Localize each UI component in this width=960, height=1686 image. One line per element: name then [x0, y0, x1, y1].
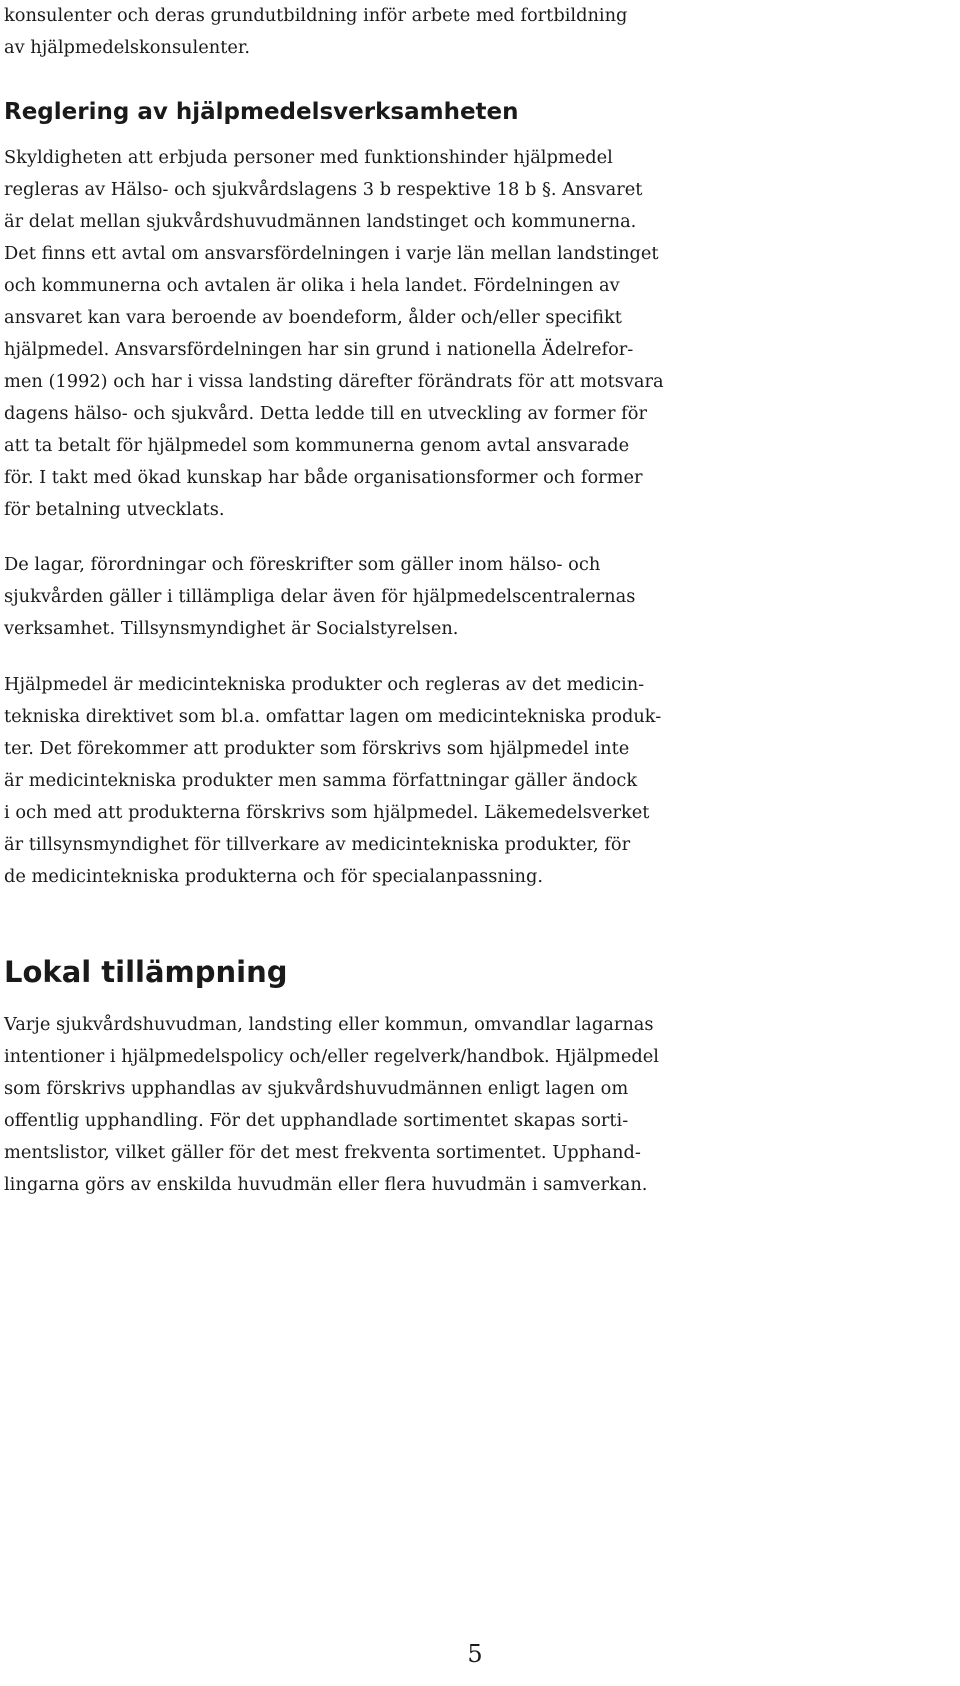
text-line: konsulenter och deras grundutbildning inför arbete med fortbildning	[4, 5, 628, 26]
intro-paragraph	[4, 0, 950, 64]
text-line: är medicintekniska produkter men samma författningar gäller ändock	[4, 770, 638, 791]
text-line: Hjälpmedel är medicintekniska produkter och regleras av det medicin-	[4, 674, 645, 695]
text-line: mentslistor, vilket gäller för det mest frekventa sortimentet. Upphand-	[4, 1142, 641, 1163]
section-heading-regulation	[4, 96, 950, 128]
text-line: tekniska direktivet som bl.a. omfattar lagen om medicintekniska produk-	[4, 706, 662, 727]
text-line: regleras av Hälso- och sjukvårdslagens 3 b respektive 18 b §. Ansvaret	[4, 179, 643, 200]
section-heading: Lokal tillämpning	[4, 955, 288, 989]
text-line: De lagar, förordningar och föreskrifter som gäller inom hälso- och	[4, 554, 601, 575]
text-line: av hjälpmedelskonsulenter.	[4, 37, 251, 58]
section-heading-local	[4, 952, 950, 992]
text-line: ansvaret kan vara beroende av boendeform, ålder och/eller specifikt	[4, 307, 622, 328]
text-line: för betalning utvecklats.	[4, 499, 225, 520]
text-line: Skyldigheten att erbjuda personer med funktionshinder hjälpmedel	[4, 147, 613, 168]
text-line: hjälpmedel. Ansvarsfördelningen har sin grund i nationella Ädelrefor-	[4, 339, 634, 360]
regulation-paragraph-1	[4, 142, 950, 526]
text-line: Varje sjukvårdshuvudman, landsting eller kommun, omvandlar lagarnas	[4, 1014, 654, 1035]
regulation-paragraph-2	[4, 549, 950, 645]
text-line: i och med att produkterna förskrivs som hjälpmedel. Läkemedelsverket	[4, 802, 650, 823]
text-line: sjukvården gäller i tillämpliga delar även för hjälpmedelscentralernas	[4, 586, 636, 607]
text-line: ter. Det förekommer att produkter som förskrivs som hjälpmedel inte	[4, 738, 630, 759]
page-number: 5	[467, 1640, 483, 1668]
text-line: för. I takt med ökad kunskap har både organisationsformer och former	[4, 467, 643, 488]
text-line: men (1992) och har i vissa landsting därefter förändrats för att motsvara	[4, 371, 664, 392]
text-line: intentioner i hjälpmedelspolicy och/eller regelverk/handbok. Hjälpmedel	[4, 1046, 659, 1067]
text-line: dagens hälso- och sjukvård. Detta ledde till en utveckling av former för	[4, 403, 647, 424]
text-line: verksamhet. Tillsynsmyndighet är Socialstyrelsen.	[4, 618, 459, 639]
text-line: är delat mellan sjukvårdshuvudmännen landstinget och kommunerna.	[4, 211, 637, 232]
text-line: som förskrivs upphandlas av sjukvårdshuvudmännen enligt lagen om	[4, 1078, 629, 1099]
text-line: och kommunerna och avtalen är olika i hela landet. Fördelningen av	[4, 275, 620, 296]
text-line: Det finns ett avtal om ansvarsfördelningen i varje län mellan landstinget	[4, 243, 659, 264]
text-line: är tillsynsmyndighet för tillverkare av medicintekniska produkter, för	[4, 834, 631, 855]
text-line: lingarna görs av enskilda huvudmän eller flera huvudmän i samverkan.	[4, 1174, 648, 1195]
local-paragraph-1	[4, 1009, 950, 1201]
regulation-paragraph-3	[4, 669, 950, 893]
section-heading: Reglering av hjälpmedelsverksamheten	[4, 99, 519, 125]
text-line: att ta betalt för hjälpmedel som kommunerna genom avtal ansvarade	[4, 435, 630, 456]
text-line: de medicintekniska produkterna och för specialanpassning.	[4, 866, 543, 887]
text-line: offentlig upphandling. För det upphandlade sortimentet skapas sorti-	[4, 1110, 629, 1131]
